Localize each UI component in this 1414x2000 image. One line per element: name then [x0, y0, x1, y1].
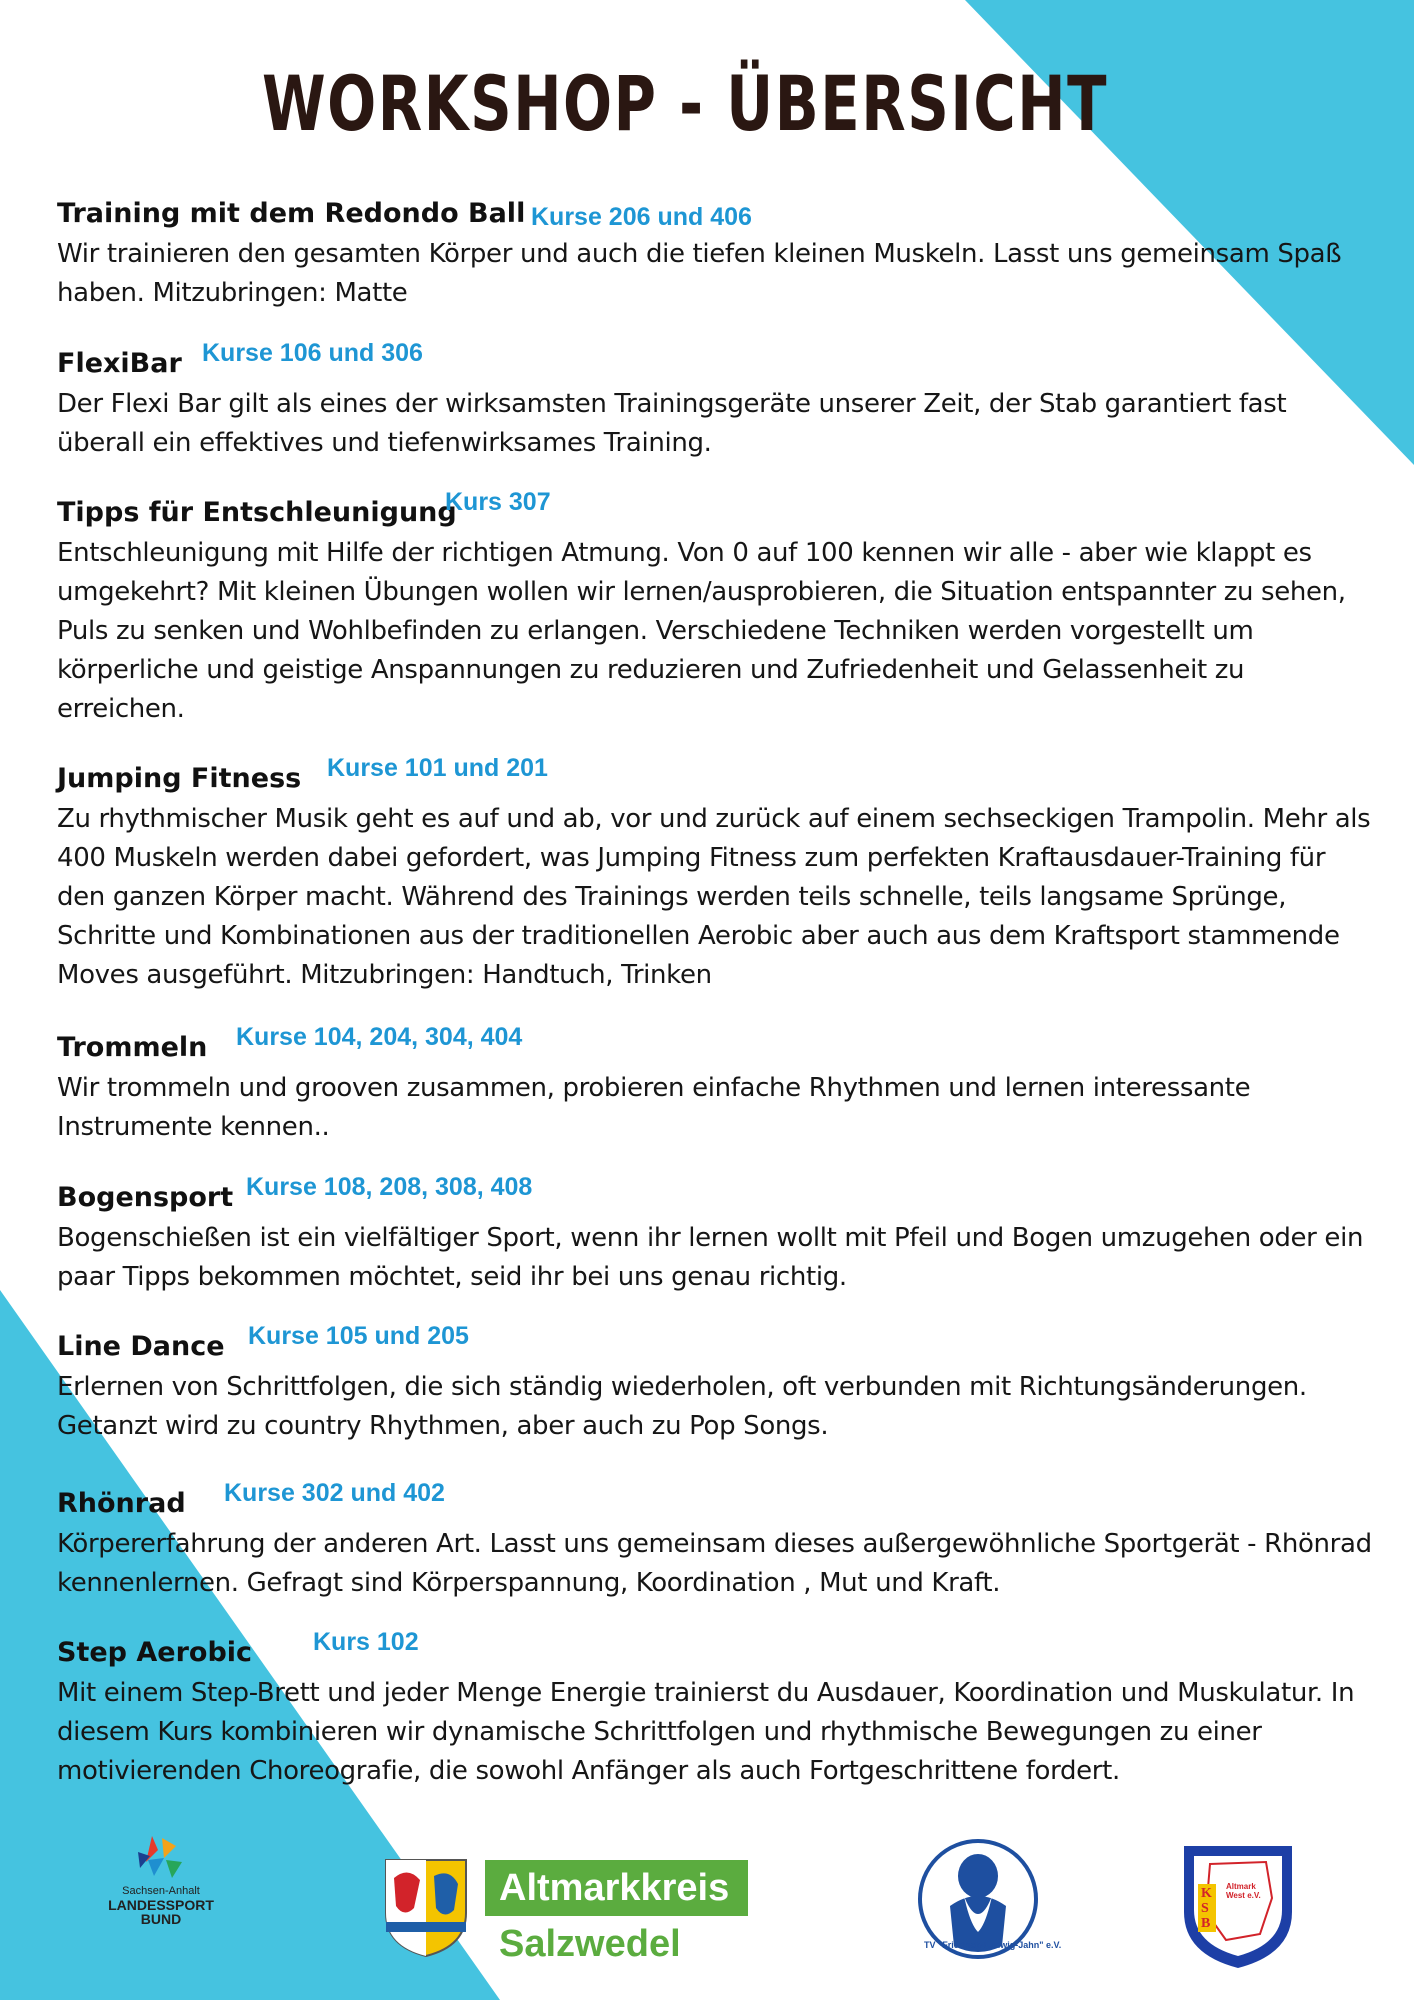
workshop-title: Trommeln	[57, 1032, 208, 1063]
workshop-title: Training mit dem Redondo Ball	[57, 198, 526, 229]
workshop-description: Wir trainieren den gesamten Körper und auch die tiefen kleinen Muskeln. Lasst uns gemeinsam Spaß haben. Mitzubringen: Matte	[57, 239, 1342, 308]
workshop-title: Jumping Fitness	[57, 763, 302, 794]
ksb-altmark-west-logo	[1180, 1842, 1296, 1972]
workshop-courses: Kurse 101 und 201	[327, 754, 548, 782]
workshop-description: Entschleunigung mit Hilfe der richtigen Atmung. Von 0 auf 100 kennen wir alle - aber wie klappt es umgekehrt? Mit kleinen Übungen wollen wir lernen/ausprobieren, die Situation entspannter zu sehen, Puls zu senken und Wohlbefinden zu erlangen. Verschiedene Techniken werden vorgestellt um körperliche und geistige Anspannungen zu reduzieren und Zufriedenheit und Gelassenheit zu erreichen.	[57, 538, 1346, 724]
workshop-courses: Kurse 105 und 205	[248, 1322, 469, 1350]
landessportbund-logo	[92, 1832, 230, 1952]
workshop-courses: Kurs 102	[313, 1628, 419, 1656]
workshop-courses: Kurse 108, 208, 308, 408	[246, 1173, 533, 1201]
workshop-description: Wir trommeln und grooven zusammen, probieren einfache Rhythmen und lernen interessante Instrumente kennen..	[57, 1073, 1251, 1142]
workshop-description: Mit einem Step-Brett und jeder Menge Energie trainierst du Ausdauer, Koordination und Muskulatur. In diesem Kurs kombinieren wir dynamische Schrittfolgen und rhythmische Bewegungen zu einer motivierenden Choreografie, die sowohl Anfänger als auch Fortgeschrittene fordert.	[57, 1678, 1355, 1786]
altmarkkreis-salzwedel-logo	[485, 1860, 748, 1970]
workshop-title: Rhönrad	[57, 1488, 186, 1519]
salzwedel-text: Salzwedel	[485, 1916, 748, 1968]
ksb-letters: KSB	[1201, 1886, 1212, 1931]
workshop-courses: Kurse 104, 204, 304, 404	[236, 1023, 523, 1051]
workshop-description: Körpererfahrung der anderen Art. Lasst uns gemeinsam dieses außergewöhnliche Sportgerät - Rhönrad kennenlernen. Gefragt sind Körperspannung, Koordination , Mut und Kraft.	[57, 1529, 1372, 1598]
workshop-title: Step Aerobic	[57, 1637, 253, 1668]
workshop-description: Der Flexi Bar gilt als eines der wirksamsten Trainingsgeräte unserer Zeit, der Stab garantiert fast überall ein effektives und tiefenwirksames Training.	[57, 389, 1287, 458]
workshop-title: Bogensport	[57, 1182, 234, 1213]
workshop-description: Erlernen von Schrittfolgen, die sich ständig wiederholen, oft verbunden mit Richtungsänderungen. Getanzt wird zu country Rhythmen, aber auch zu Pop Songs.	[57, 1372, 1307, 1441]
workshop-flexibar	[57, 339, 1377, 463]
ksb-shield-icon	[1180, 1842, 1296, 1972]
page-title: WORKSHOP - ÜBERSICHT	[261, 59, 1109, 148]
workshop-title: Tipps für Entschleunigung	[57, 497, 457, 528]
lsb-line1: Sachsen-Anhalt	[122, 1885, 200, 1897]
ksb-text: Altmark West e.V.	[1226, 1882, 1261, 1900]
altmarkkreis-coat-of-arms-icon	[384, 1858, 468, 1958]
lsb-mark-icon	[92, 1832, 230, 1882]
workshop-courses: Kurs 307	[445, 488, 551, 516]
lsb-wordmark	[92, 1886, 230, 1927]
tv-jahn-ring-text: TV "Friedrich-Ludwig-Jahn" e.V.	[924, 1940, 1062, 1950]
workshop-title: Line Dance	[57, 1331, 225, 1362]
altmarkkreis-text: Altmarkkreis	[485, 1860, 748, 1916]
workshop-jumping-fitness	[57, 754, 1377, 995]
workshop-rhoenrad	[57, 1479, 1377, 1603]
workshop-description: Bogenschießen ist ein vielfältiger Sport, wenn ihr lernen wollt mit Pfeil und Bogen umzugehen oder ein paar Tipps bekommen möchtet, seid ihr bei uns genau richtig.	[57, 1223, 1364, 1292]
workshop-title: FlexiBar	[57, 348, 182, 379]
workshop-redondo-ball	[57, 193, 1377, 313]
lsb-line2: LANDESSPORT	[108, 1896, 214, 1913]
workshop-description: Zu rhythmischer Musik geht es auf und ab, vor und zurück auf einem sechseckigen Trampolin. Mehr als 400 Muskeln werden dabei gefordert, was Jumping Fitness zum perfekten Kraftausdauer-Training für den ganzen Körper macht. Während des Trainings werden teils schnelle, teils langsame Sprünge, Schritte und Kombinationen aus der traditionellen Aerobic aber auch aus dem Kraftsport stammende Moves ausgeführt. Mitzubringen: Handtuch, Trinken	[57, 804, 1371, 990]
workshop-line-dance	[57, 1322, 1377, 1446]
workshop-courses: Kurse 302 und 402	[224, 1479, 445, 1507]
workshop-courses: Kurse 206 und 406	[531, 203, 752, 231]
workshop-entschleunigung	[57, 488, 1377, 729]
workshop-bogensport	[57, 1173, 1377, 1297]
tv-jahn-logo	[910, 1836, 1062, 1962]
workshop-trommeln	[57, 1023, 1377, 1147]
workshop-step-aerobic	[57, 1628, 1377, 1791]
lsb-line3: BUND	[140, 1911, 182, 1928]
workshop-courses: Kurse 106 und 306	[202, 339, 423, 367]
